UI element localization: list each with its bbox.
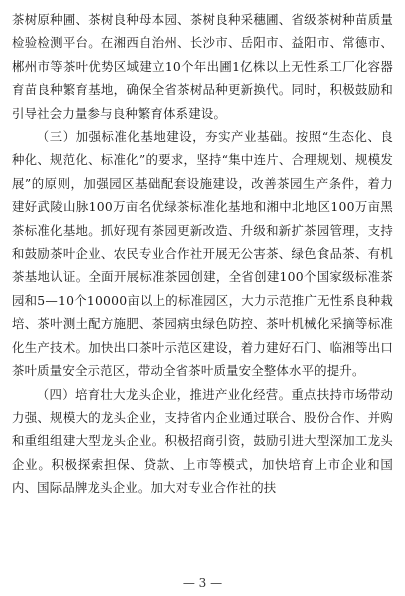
paragraph-3: （四）培育壮大龙头企业，推进产业化经营。重点扶持市场带动力强、规模大的龙头企业，支持省内企业通过联合、股份合作、并购和重组组建大型龙头企业。积极招商引资，鼓励引进大型深加工龙头企业。积极探索担保、贷款、上市等模式，加快培育上市企业和国内、国际品牌龙头企业。加大对专业合作社的扶: [12, 386, 393, 496]
paragraph-1: 茶树原种圃、茶树良种母本园、茶树良种采穗圃、省级茶树种苗质量检验检测平台。在湘西自治州、长沙市、岳阳市、益阳市、常德市、郴州市等茶叶优势区域建立10个年出圃1亿株以上无性系工厂化容器育苗良种繁育基地，确保全省茶树品种更新换代。同时，积极鼓励和引导社会力量参与良种繁育体系建设。: [12, 12, 393, 121]
page-number: — 3 —: [182, 576, 223, 590]
paragraph-2: （三）加强标准化基地建设，夯实产业基础。按照“生态化、良种化、规范化、标准化”的要求，坚持“集中连片、合理规划、规模发展”的原则，加强园区基础配套设施建设，改善茶园生产条件，着力建好武陵山脉100万亩名优绿茶标准化基地和湘中北地区100万亩黑茶标准化基地。抓好现有茶园更新改造、升级和新扩茶园管理，支持和鼓励茶叶企业、农民专业合作社开展无公害茶、绿色食品茶、有机茶基地认证。全面开展标准茶园创建，全省创建100个国家级标准茶园和5—10个10000亩以上的标准园区，大力示范推广无性系良种栽培、茶叶测土配方施肥、茶园病虫绿色防控、茶叶机械化采摘等标准化生产技术。加快出口茶叶示范区建设，着力建好石门、临湘等出口茶叶质量安全示范区，带动全省茶叶质量安全整体水平的提升。: [12, 129, 393, 379]
